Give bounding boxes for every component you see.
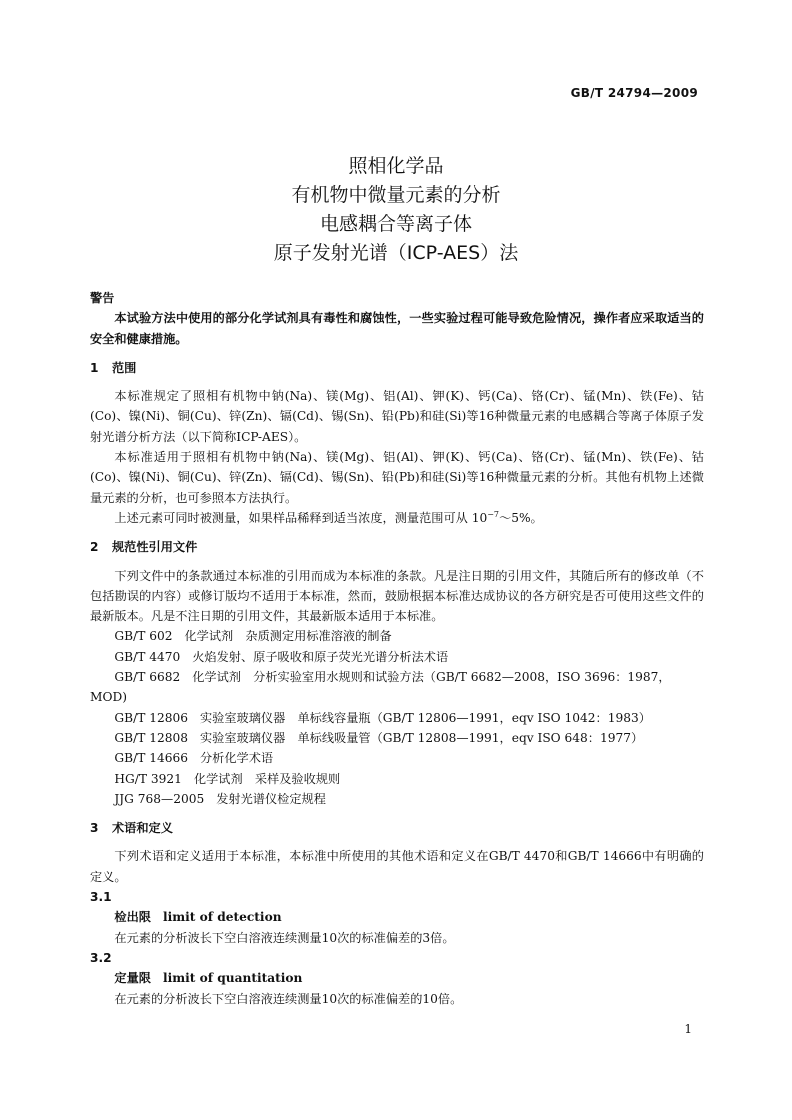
reference-code: JJG 768—2005 bbox=[114, 791, 205, 806]
term-chinese: 检出限 bbox=[114, 910, 151, 925]
reference-item bbox=[90, 647, 704, 667]
reference-title: 分析化学术语 bbox=[199, 751, 274, 766]
reference-code: GB/T 12806 bbox=[114, 710, 188, 725]
document-body bbox=[90, 288, 704, 1009]
scope-paragraph-2: 本标准适用于照相有机物中钠(Na)、镁(Mg)、铝(Al)、钾(K)、钙(Ca)、铬(Cr)、锰(Mn)、铁(Fe)、钴(Co)、镍(Ni)、铜(Cu)、锌(Zn)、镉(Cd)、锡(Sn)、铅(Pb)和硅(Si)等16种微量元素的分析。其他有机物上述微量元素的分析，也可参照本方法执行。 bbox=[90, 450, 704, 505]
warning-text: 本试验方法中使用的部分化学试剂具有毒性和腐蚀性，一些实验过程可能导致危险情况，操作者应采取适当的安全和健康措施。 bbox=[90, 311, 704, 346]
term-english: limit of quantitation bbox=[162, 971, 303, 986]
reference-code: GB/T 4470 bbox=[114, 649, 181, 664]
section-number: 1 bbox=[90, 360, 99, 375]
section-title: 术语和定义 bbox=[112, 821, 173, 836]
terms-intro: 下列术语和定义适用于本标准，本标准中所使用的其他术语和定义在GB/T 4470和GB/T 14666中有明确的定义。 bbox=[90, 849, 704, 884]
title-line-2: 有机物中微量元素的分析 bbox=[291, 184, 501, 206]
scope-range-text-end: ～5%。 bbox=[499, 510, 543, 525]
reference-item bbox=[90, 708, 704, 728]
reference-item bbox=[90, 789, 704, 809]
standard-number: GB/T 24794—2009 bbox=[570, 86, 698, 100]
scope-paragraph-1: 本标准规定了照相有机物中钠(Na)、镁(Mg)、铝(Al)、钾(K)、钙(Ca)、铬(Cr)、锰(Mn)、铁(Fe)、钴(Co)、镍(Ni)、铜(Cu)、锌(Zn)、镉(Cd)、锡(Sn)、铅(Pb)和硅(Si)等16种微量元素的电感耦合等离子体原子发射光谱分析方法（以下简称ICP-AES）。 bbox=[90, 389, 704, 444]
section-2-heading bbox=[90, 537, 704, 557]
reference-code: GB/T 14666 bbox=[114, 751, 188, 766]
title-line-1: 照相化学品 bbox=[348, 155, 444, 177]
section-number: 3 bbox=[90, 821, 99, 836]
page-number: 1 bbox=[684, 1022, 692, 1036]
reference-code: HG/T 3921 bbox=[114, 771, 182, 786]
document-title bbox=[0, 152, 792, 268]
reference-item bbox=[90, 769, 704, 789]
reference-item bbox=[90, 728, 704, 748]
term-chinese: 定量限 bbox=[114, 971, 151, 986]
section-title: 规范性引用文件 bbox=[112, 540, 198, 555]
reference-title: 化学试剂 分析实验室用水规则和试验方法（GB/T 6682—2008，ISO 3696：1987， bbox=[192, 670, 671, 685]
reference-item bbox=[90, 667, 704, 687]
reference-item bbox=[90, 748, 704, 768]
title-line-3: 电感耦合等离子体 bbox=[319, 213, 472, 235]
reference-code: GB/T 12808 bbox=[114, 730, 188, 745]
section-number: 2 bbox=[90, 540, 99, 555]
term-definition: 在元素的分析波长下空白溶液连续测量10次的标准偏差的10倍。 bbox=[114, 991, 463, 1006]
section-title: 范围 bbox=[112, 360, 137, 375]
reference-code: GB/T 6682 bbox=[114, 670, 181, 685]
reference-title: 化学试剂 杂质测定用标准溶液的制备 bbox=[184, 629, 392, 644]
warning-heading: 警告 bbox=[90, 291, 115, 305]
reference-title: 发射光谱仪检定规程 bbox=[216, 791, 326, 806]
scope-range-text: 上述元素可同时被测量，如果样品稀释到适当浓度，测量范围可从 10 bbox=[114, 510, 488, 525]
term-number: 3.1 bbox=[90, 890, 112, 905]
term-heading bbox=[90, 968, 704, 988]
references-intro: 下列文件中的条款通过本标准的引用而成为本标准的条款。凡是注日期的引用文件，其随后所有的修改单（不包括勘误的内容）或修订版均不适用于本标准，然而，鼓励根据本标准达成协议的各方研究是否可使用这些文件的最新版本。凡是不注日期的引用文件，其最新版本适用于本标准。 bbox=[90, 568, 704, 624]
reference-title: 实验室玻璃仪器 单标线容量瓶（GB/T 12806—1991，eqv ISO 1042：1983） bbox=[199, 710, 651, 725]
reference-continuation: MOD) bbox=[90, 690, 127, 705]
term-english: limit of detection bbox=[162, 910, 282, 925]
term-heading bbox=[90, 907, 704, 927]
term-definition: 在元素的分析波长下空白溶液连续测量10次的标准偏差的3倍。 bbox=[114, 930, 455, 945]
reference-code: GB/T 602 bbox=[114, 629, 173, 644]
section-1-heading bbox=[90, 358, 704, 378]
term-number: 3.2 bbox=[90, 950, 112, 965]
title-line-4: 原子发射光谱（ICP-AES）法 bbox=[273, 242, 519, 264]
reference-title: 实验室玻璃仪器 单标线吸量管（GB/T 12808—1991，eqv ISO 648：1977） bbox=[199, 730, 644, 745]
reference-item bbox=[90, 626, 704, 646]
section-3-heading bbox=[90, 818, 704, 838]
exponent: −7 bbox=[487, 509, 500, 519]
reference-title: 化学试剂 采样及验收规则 bbox=[193, 771, 341, 786]
scope-paragraph-3 bbox=[90, 508, 704, 528]
reference-title: 火焰发射、原子吸收和原子荧光光谱分析法术语 bbox=[192, 649, 449, 664]
